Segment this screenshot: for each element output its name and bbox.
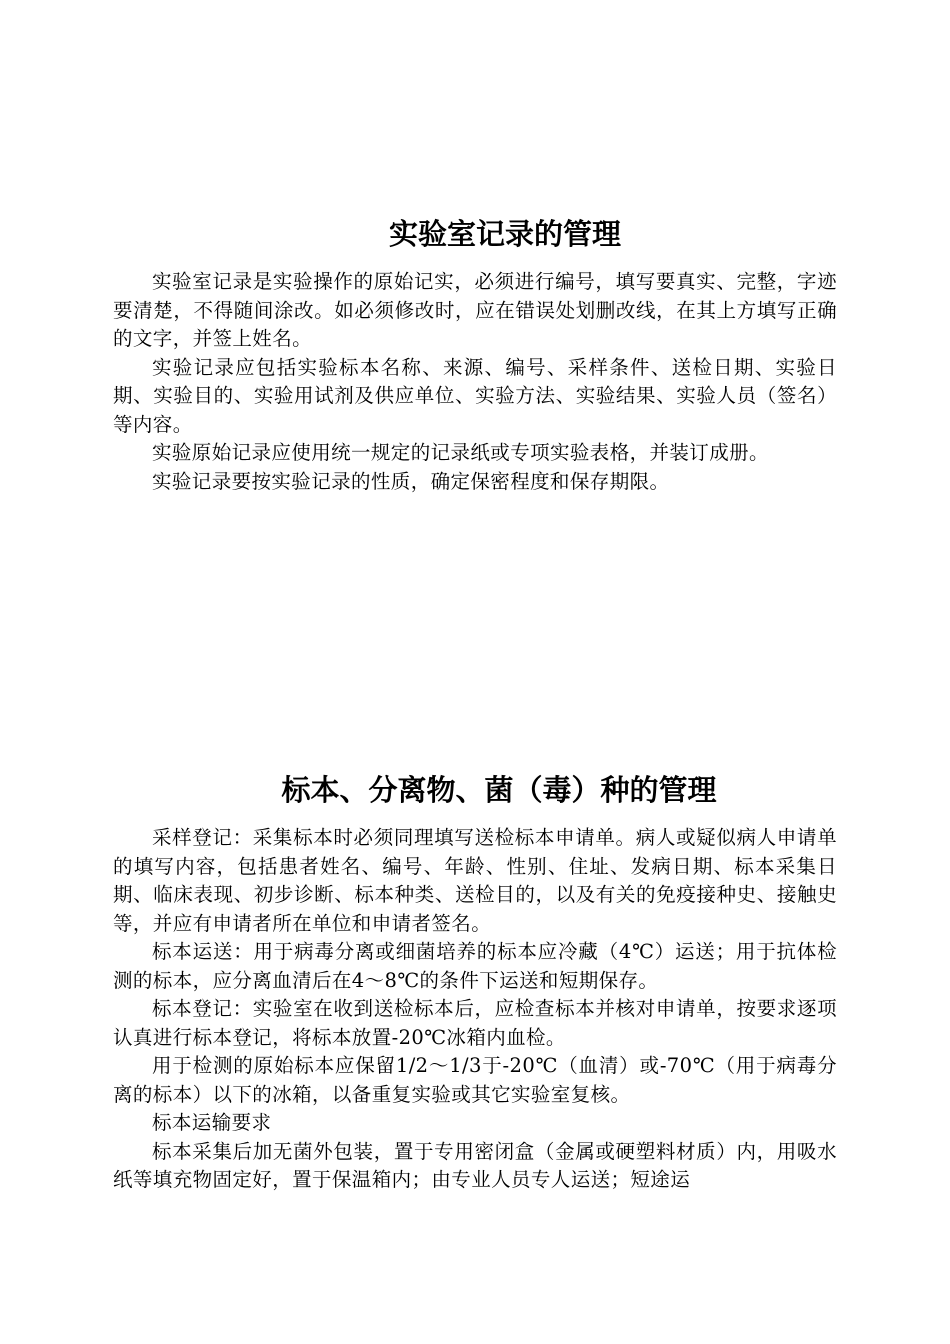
section-specimen-management: [113, 768, 837, 1195]
paragraph: 用于检测的原始标本应保留1/2～1/3于-20℃（血清）或-70℃（用于病毒分离的标本）以下的冰箱，以备重复实验或其它实验室复核。: [113, 1054, 837, 1106]
section-title: 标本、分离物、菌（毒）种的管理: [281, 773, 717, 807]
paragraph: 实验记录应包括实验标本名称、来源、编号、采样条件、送检日期、实验日期、实验目的、实验用试剂及供应单位、实验方法、实验结果、实验人员（签名）等内容。: [113, 355, 837, 436]
paragraph: 标本运送：用于病毒分离或细菌培养的标本应冷藏（4℃）运送；用于抗体检测的标本，应分离血清后在4～8℃的条件下运送和短期保存。: [113, 940, 837, 992]
paragraph: 采样登记：采集标本时必须同理填写送检标本申请单。病人或疑似病人申请单的填写内容，包括患者姓名、编号、年龄、性别、住址、发病日期、标本采集日期、临床表现、初步诊断、标本种类、送检目的，以及有关的免疫接种史、接触史等，并应有申请者所在单位和申请者签名。: [113, 826, 837, 935]
section-title: 实验室记录的管理: [388, 217, 621, 251]
paragraph: 实验原始记录应使用统一规定的记录纸或专项实验表格，并装订成册。: [152, 441, 769, 464]
paragraph: 标本登记：实验室在收到送检标本后，应检查标本并核对申请单，按要求逐项认真进行标本登记，将标本放置-20℃冰箱内血检。: [113, 997, 837, 1049]
paragraph: 标本运输要求: [152, 1111, 272, 1134]
section-lab-records: [113, 212, 837, 496]
paragraph: 实验记录要按实验记录的性质，确定保密程度和保存期限。: [152, 469, 670, 493]
paragraph: 标本采集后加无菌外包装，置于专用密闭盒（金属或硬塑料材质）内，用吸水纸等填充物固定好，置于保温箱内；由专业人员专人运送；短途运: [113, 1139, 837, 1191]
paragraph: 实验室记录是实验操作的原始记实，必须进行编号，填写要真实、完整，字迹要清楚，不得随间涂改。如必须修改时，应在错误处划删改线，在其上方填写正确的文字，并签上姓名。: [113, 270, 837, 350]
